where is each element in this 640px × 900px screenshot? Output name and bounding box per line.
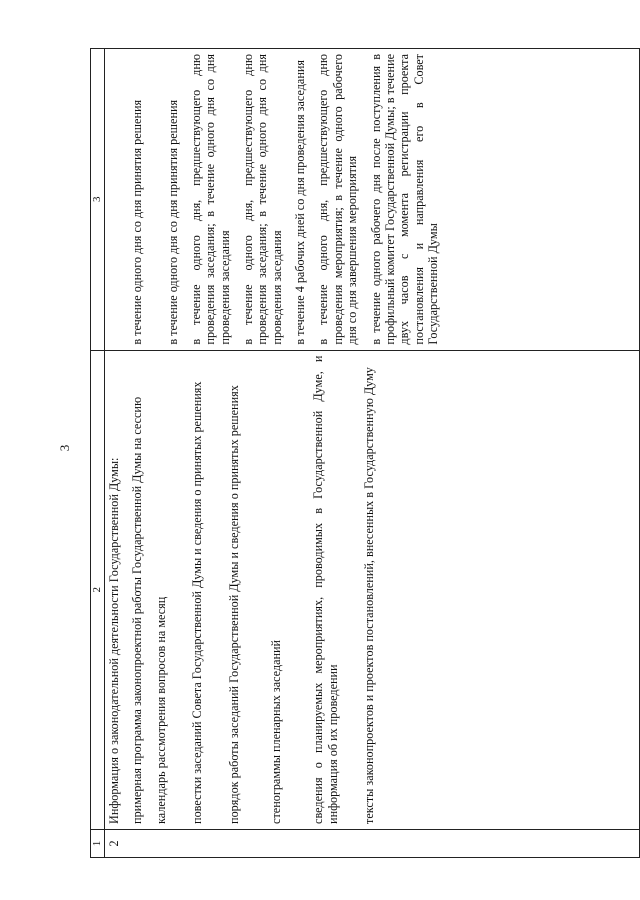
- page-number: 3: [57, 444, 72, 452]
- rotated-page: [90, 48, 640, 858]
- table-header-row: [91, 49, 105, 858]
- row-number: 2: [104, 829, 639, 857]
- term-4: в течение одного дня, предшествующего дню проведения заседания; в течение одного дня со дня проведения заседания: [240, 54, 284, 345]
- table-row: [104, 49, 639, 858]
- term-1: в течение одного дня со дня принятия решения: [129, 99, 144, 345]
- term-3: в течение одного дня, предшествующего дню проведения заседания; в течение одного дня со дня проведения заседания: [188, 54, 232, 345]
- term-cell: [104, 49, 639, 351]
- term-2: в течение одного дня со дня принятия решения: [166, 99, 181, 345]
- desc-1: примерная программа законопроектной работы Государственной Думы на сессию: [130, 396, 145, 824]
- desc-4: порядок работы заседаний Государственной Думы и сведения о принятых решениях: [226, 385, 241, 824]
- term-5: в течение 4 рабочих дней со дня проведения заседания: [293, 60, 308, 345]
- desc-6: сведения о планируемых мероприятиях, проводимых в Государственной Думе, и информация об их проведении: [311, 355, 340, 824]
- desc-3: повестки заседаний Совета Государственной Думы и сведения о принятых решениях: [190, 381, 205, 824]
- desc-0: Информация о законодательной деятельности Государственной Думы:: [106, 457, 121, 824]
- desc-7: тексты законопроектов и проектов постановлений, внесенных в Государственную Думу: [362, 367, 377, 824]
- header-col-2: 2: [91, 350, 105, 829]
- desc-2: календарь рассмотрения вопросов на месяц: [153, 596, 168, 824]
- term-7: в течение одного рабочего дня после поступления в профильный комитет Государственной Думы; в течение двух часов с момента регистрации проекта постановления и направления его в Совет Государственной Думы: [368, 54, 441, 345]
- term-6: в течение одного дня, предшествующего дню проведения мероприятия; в течение одного рабочего дня со дня завершения мероприятия: [316, 54, 360, 345]
- desc-5: стенограммы пленарных заседаний: [268, 639, 283, 824]
- header-col-1: 1: [91, 829, 105, 857]
- term-0: [107, 54, 121, 345]
- header-col-3: 3: [91, 49, 105, 351]
- description-cell: [104, 350, 639, 829]
- table-container: [90, 48, 640, 858]
- info-table: [90, 48, 640, 858]
